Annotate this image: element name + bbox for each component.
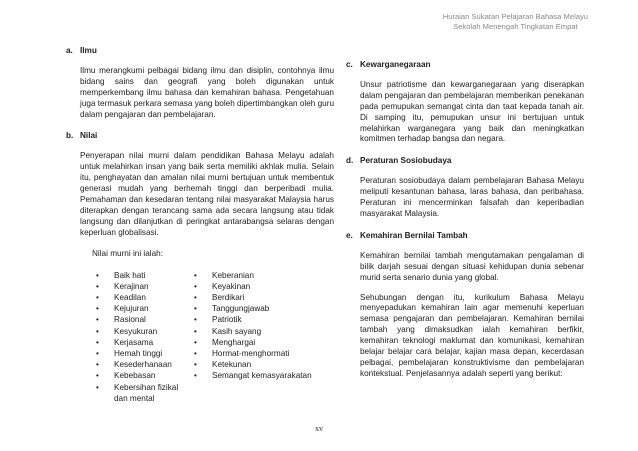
- header-line-2: Sekolah Menengah Tingkatan Empat: [453, 22, 578, 31]
- value-item: • Semangat kemasyarakatan: [190, 370, 312, 381]
- section-e-title: Kemahiran Bernilai Tambah: [360, 230, 468, 240]
- section-a-heading: [66, 46, 334, 57]
- value-item: • Kejujuran: [92, 303, 190, 314]
- section-b-heading: [66, 131, 334, 142]
- page-number: xv: [315, 424, 323, 433]
- section-d-title: Peraturan Sosiobudaya: [360, 156, 452, 166]
- section-c-heading: [346, 60, 584, 71]
- value-item: • Baik hati: [92, 270, 190, 281]
- section-a-text: Ilmu merangkumi pelbagai bidang ilmu dan disiplin, contohnya ilmu bidang sains dan geografi yang boleh digunakan untuk memperkembang ilmu bahasa dan kemahiran bahasa. Pengetahuan juga termasuk perkara semasa yang boleh dipertimbangkan oleh guru dalam pengajaran dan pembelajaran.: [80, 65, 334, 119]
- value-item: • Rasional: [92, 314, 190, 325]
- section-b-text: Penyerapan nilai murni dalam pendidikan Bahasa Melayu adalah untuk melahirkan insan yang baik serta memiliki akhlak mulia. Selain itu, penghayatan dan amalan nilai murni bertujuan untuk membentuk generasi mudah yang berhemah tinggi dan berperibadi mulia. Pemahaman dan kesedaran tentang nilai masyarakat Malaysia harus diterapkan dengan terancang sama ada secara langsung atau tidak langsung dan dilanjutkan di peringkat antarabangsa selaras dengan keperluan globalisasi.: [80, 151, 334, 237]
- value-item: • Kerjasama: [92, 337, 190, 348]
- section-c-text: Unsur patriotisme dan kewarganegaraan yang diserapkan dalam pengajaran dan pembelajaran memberikan penekanan pada pemupukan semangat cinta dan taat kepada tanah air. Di samping itu, pemupukan unsur ini bertujuan untuk melahirkan warganegara yang baik dan meningkatkan komitmen terhadap bangsa dan negara.: [360, 79, 584, 144]
- value-item: • Kebersihan fizikal dan mental: [92, 382, 190, 404]
- value-item: • Ketekunan: [190, 359, 312, 370]
- values-lists: [92, 270, 334, 404]
- value-item: • Kasih sayang: [190, 326, 312, 337]
- value-item: • Menghargai: [190, 337, 312, 348]
- section-d-label: d.: [346, 156, 354, 166]
- value-item: • Kesederhanaan: [92, 359, 190, 370]
- values-intro: Nilai murni ini ialah:: [92, 248, 163, 258]
- section-e-heading: [346, 231, 584, 242]
- section-a-title: Ilmu: [80, 46, 97, 55]
- value-item: • Keyakinan: [190, 281, 312, 292]
- section-e-label: e.: [346, 230, 353, 240]
- section-c-title: Kewarganegaraan: [360, 60, 431, 69]
- values-list-1: [92, 270, 190, 404]
- document-header: [443, 12, 588, 32]
- section-c-label: c.: [346, 60, 353, 69]
- section-e-text-1: Kemahiran bernilai tambah mengutamakan pengalaman di bilik darjah sesuai dengan situasi kehidupan dunia sebenar murid serta senario dunia yang global.: [360, 250, 584, 282]
- value-item: • Keberanian: [190, 270, 312, 281]
- value-item: • Kebebasan: [92, 370, 190, 381]
- section-d-text: Peraturan sosiobudaya dalam pembelajaran Bahasa Melayu meliputi kesantunan bahasa, laras bahasa, dan peribahasa. Peraturan ini mencerminkan falsafah dan keperibadian masyarakat Malaysia.: [360, 176, 584, 218]
- section-b-label: b.: [66, 131, 74, 141]
- section-d-heading: [346, 156, 584, 167]
- header-line-1: Huraian Sukatan Pelajaran Bahasa Melayu: [442, 12, 588, 21]
- value-item: • Kerajinan: [92, 281, 190, 292]
- value-item: • Keadilan: [92, 292, 190, 303]
- values-list-2: [190, 270, 312, 404]
- value-item: • Hemah tinggi: [92, 348, 190, 359]
- left-column: [66, 46, 334, 404]
- value-item: • Tanggungjawab: [190, 303, 312, 314]
- value-item: • Hormat-menghormati: [190, 348, 312, 359]
- section-a-label: a.: [66, 46, 73, 55]
- value-item: • Berdikari: [190, 292, 312, 303]
- section-b-title: Nilai: [80, 131, 98, 141]
- right-column: [346, 60, 584, 380]
- section-e-text-2: Sehubungan dengan itu, kurikulum Bahasa Melayu menyepadukan kemahiran lain agar memenuhi keperluan semasa pengajaran dan pembelajaran. Kemahiran bernilai tambah yang dimaksudkan ialah kemahiran berfikir, kemahiran teknologi maklumat dan komunikasi, kemahiran belajar belajar cara belajar, kajian masa depan, kecerdasan pelbagai, pembelajaran konstruktivisme dan pembelajaran kontekstual. Penjelasannya adalah seperti yang berikut:: [360, 292, 584, 378]
- value-item: • Patriotik: [190, 314, 312, 325]
- value-item: • Kesyukuran: [92, 326, 190, 337]
